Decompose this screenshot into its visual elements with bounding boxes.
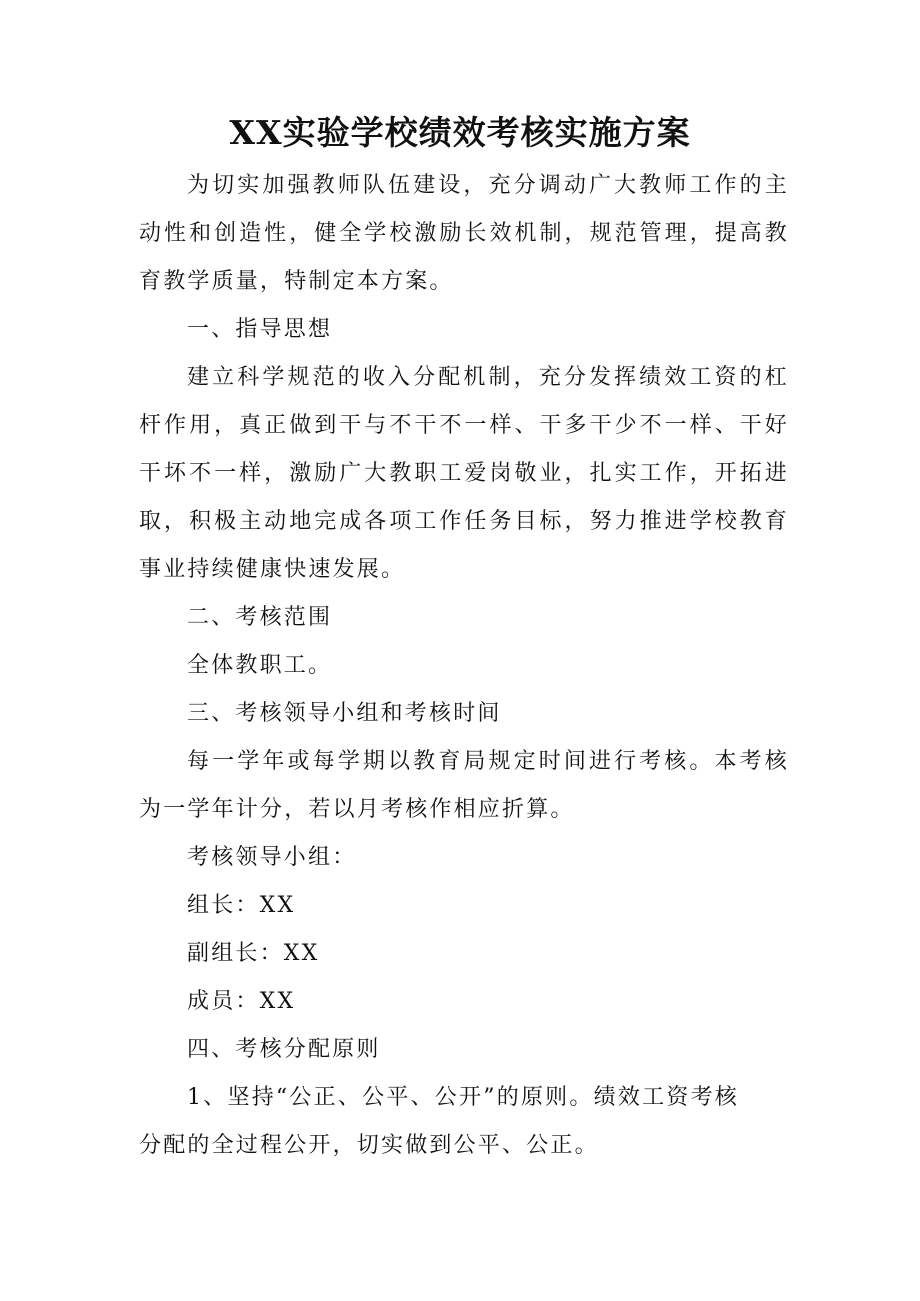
document-body bbox=[139, 162, 789, 1170]
principle-one-paragraph: 1、坚持“公正、公平、公开”的原则。绩效工资考核分配的全过程公开，切实做到公平、公正。 bbox=[139, 1085, 739, 1158]
section-heading-leadership-and-time: 三、考核领导小组和考核时间 bbox=[187, 701, 502, 726]
group-leader-line: 组长：XX bbox=[187, 893, 296, 918]
assessment-time-paragraph: 每一学年或每学期以教育局规定时间进行考核。本考核为一学年计分，若以月考核作相应折算。 bbox=[139, 749, 789, 822]
leadership-group-label: 考核领导小组： bbox=[187, 845, 357, 870]
deputy-leader-line: 副组长：XX bbox=[187, 941, 320, 966]
guiding-ideology-paragraph: 建立科学规范的收入分配机制，充分发挥绩效工资的杠杆作用，真正做到干与不干不一样、干多干少不一样、干好干坏不一样，激励广大教职工爱岗敬业，扎实工作，开拓进取，积极主动地完成各项工作任务目标，努力推进学校教育事业持续健康快速发展。 bbox=[139, 365, 789, 582]
section-heading-guiding-ideology: 一、指导思想 bbox=[187, 317, 333, 342]
section-heading-scope: 二、考核范围 bbox=[187, 605, 333, 630]
section-heading-principles: 四、考核分配原则 bbox=[187, 1037, 381, 1062]
members-line: 成员：XX bbox=[187, 989, 296, 1014]
intro-paragraph: 为切实加强教师队伍建设，充分调动广大教师工作的主动性和创造性，健全学校激励长效机制，规范管理，提高教育教学质量，特制定本方案。 bbox=[139, 173, 789, 294]
scope-paragraph: 全体教职工。 bbox=[187, 653, 333, 678]
document-title: XX实验学校绩效考核实施方案 bbox=[229, 113, 691, 152]
